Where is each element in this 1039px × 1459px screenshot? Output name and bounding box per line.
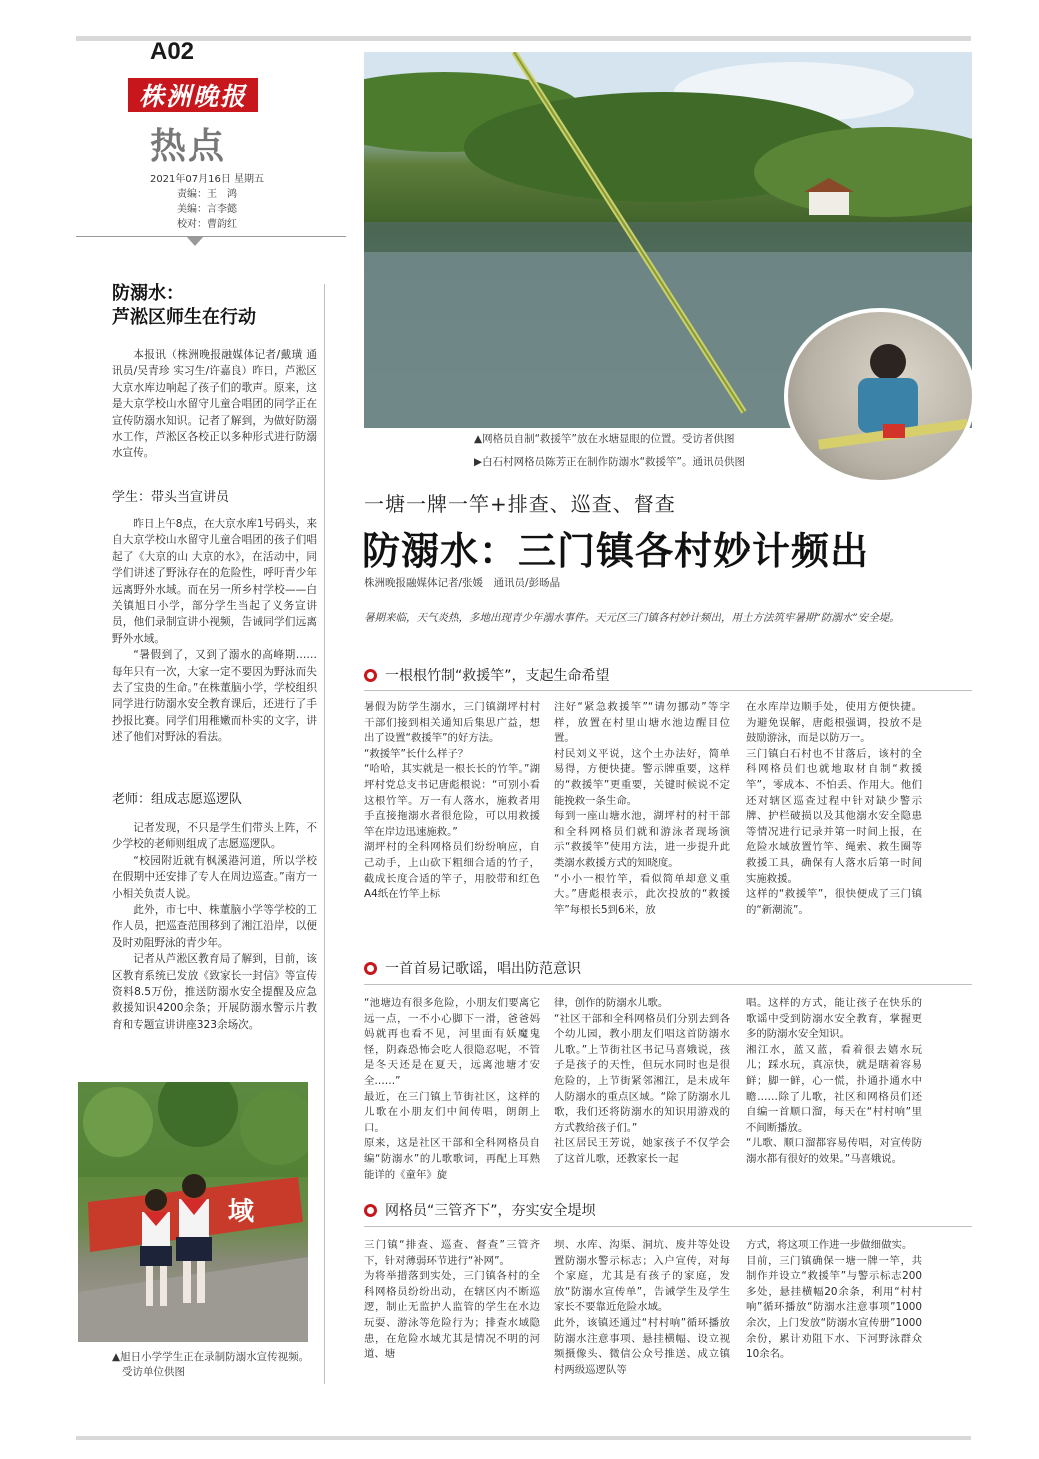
main-byline: 株洲晚报融媒体记者/张媛 通讯员/彭旸晶 [364, 577, 561, 589]
section1-col2: 注好“紧急救援竿”“请勿挪动”等字样，放置在村里山塘水池边醒目位置。 村民刘义平说，这个土办法好，简单易得，方便快捷。警示牌重要，这样的“救援竿”更重要，关键时候说不定能挽救一条生命。 每到一座山塘水池，湖坪村的村干部和全科网格员们就和游泳者现场演示“救援竿”使用方法，进一步提升此类溺水救援方式的知晓度。 “小小一根竹竿，看似简单却意义重大。”唐彪根表示，此次投放的“救援竿”每根长5到6米，放 [554, 701, 730, 916]
section2-title: 一首首易记歌谣，唱出防范意识 [385, 961, 581, 977]
left-paragraph: “校园附近就有枫溪港河道，所以学校在假期中还安排了专人在周边巡查。”南方一小相关负责人说。 [112, 854, 317, 900]
section-bullet-icon [364, 669, 377, 682]
masthead-triangle [186, 236, 204, 246]
section3-heading [364, 1200, 596, 1220]
left-subhead-teachers: 老师：组成志愿巡逻队 [112, 792, 243, 807]
section1-col1: 暑假为防学生溺水，三门镇湖坪村村干部们接到相关通知后集思广益，想出了设置“救援竿”的好方法。 “救援竿”长什么样子？ “哈哈，其实就是一根长长的竹竿。”湖坪村党总支书记唐彪根说：“可别小看这根竹竿。万一有人落水，施救者用手直接拖溺水者很危险，可以用救援竿在岸边迅速施救。” 湖坪村的全科网格员们纷纷响应，自己动手，上山砍下粗细合适的竹子，截成长度合适的竿子，用胶带和红色A4纸在竹竿上标 [364, 701, 540, 901]
section1-col3: 在水库岸边顺手处，使用方便快捷。为避免误解，唐彪根强调，投放不是鼓励游泳，而是以防万一。 三门镇白石村也不甘落后，该村的全科网格员们也就地取材自制“救援竿”，零成本、不怕丢、作用大。他们还对辖区巡查过程中针对缺少警示牌、护栏破损以及其他溺水安全隐患等情况进行记录并第一时间上报，在危险水域放置竹竿、绳索、救生圈等救援工具，确保有人落水后第一时间实施救援。 这样的“救援竿”，很快便成了三门镇的“新潮流”。 [746, 701, 922, 916]
newspaper-logo: 株洲晚报 [128, 78, 258, 112]
page-number: A02 [150, 38, 195, 65]
left-story-title-line2: 芦淞区师生在行动 [112, 307, 256, 328]
editor-credit: 责编：王 鸿 [177, 189, 237, 200]
pond-photo-caption: ▲网格员自制“救援竿”放在水塘显眼的位置。受访者供图 [474, 433, 735, 445]
left-paragraph: 记者发现，不只是学生们带头上阵，不少学校的老师则组成了志愿巡逻队。 [112, 822, 317, 851]
main-headline: 防溺水：三门镇各村妙计频出 [362, 529, 870, 573]
left-paragraph: 昨日上午8点，在大京水库1号码头，来自大京学校山水留守儿童合唱团的孩子们唱起了《大京的山 大京的水》，在活动中，同学们讲述了野泳存在的危险性，呼吁青少年远离野外水域。而在另一所乡村学校——白关镇旭日小学，部分学生当起了义务宣讲员，他们录制宣讲小视频，告诫同学们远离野外水域。 [112, 518, 317, 645]
left-subhead-students: 学生：带头当宣讲员 [112, 490, 230, 505]
main-lead: 暑期来临，天气炎热，多地出现青少年溺水事件。天元区三门镇各村妙计频出，用土方法筑牢暑期“防溺水”安全堤。 [364, 612, 900, 624]
section3-col3: 方式，将这项工作进一步做细做实。 目前，三门镇确保一塘一牌一竿，共制作并设立“救援竿”与警示标志200多处，悬挂横幅20余条，利用“村村响”循环播放“防溺水注意事项”1000余次，上门发放“防溺水宣传册”1000余份，累计劝阻下水、下河野泳群众10余名。 [746, 1239, 922, 1361]
section2-col3: 唱。这样的方式，能让孩子在快乐的歌谣中受到防溺水安全教育，掌握更多的防溺水安全知识。 湘江水，蓝又蓝，看着很去嬉水玩儿；踩水玩，真凉快，就是瞎着容易鲜；脚一鲜，心一慌，扑通扑通水中瞻……除了儿歌，社区和网格员们还自编一首顺口溜，每天在“村村响”里不间断播放。 “儿歌、顺口溜都容易传唱，对宣传防溺水都有很好的效果。”马喜娥说。 [746, 997, 922, 1165]
masthead-underline [76, 236, 346, 237]
inset-photo-art [788, 312, 972, 480]
section1-underline [364, 690, 972, 691]
section-bullet-icon [364, 962, 377, 975]
section3-underline [364, 1226, 972, 1227]
headline-kicker: 一塘一牌一竿+排查、巡查、督查 [364, 492, 676, 516]
left-story-intro [112, 347, 317, 462]
section1-title: 一根根竹制“救援竿”，支起生命希望 [385, 668, 610, 684]
left-story-title [112, 282, 322, 330]
bottom-rule [76, 1436, 971, 1440]
left-paragraph: 记者从芦淞区教育局了解到，目前，该区教育系统已发放《致家长一封信》等宣传资料8.5万份，推送防溺水安全提醒及应急救援知识4200余条；开展防溺水警示片教育和专题宣讲讲座323余场次。 [112, 953, 317, 1031]
left-paragraph: 此外，市七中、株董脑小学等学校的工作人员，把巡查范围移到了湘江沿岸，以便及时劝阻野泳的青少年。 [112, 904, 317, 949]
banner-glyph: 域 [228, 1197, 255, 1227]
students-photo [78, 1082, 308, 1342]
inset-photo-caption: ▶白石村网格员陈芳正在制作防溺水“救援竿”。通讯员供图 [474, 456, 745, 468]
students-photo-art [78, 1082, 308, 1342]
left-paragraph: “暑假到了，又到了溺水的高峰期……每年只有一次，大家一定不要因为野泳而失去了宝贵的生命。”在株董脑小学，学校组织同学进行防溺水安全教育课后，还进行了手抄报比赛。同学们用稚嫩而朴实的文字，讲述了他们对野泳的看法。 [112, 649, 317, 744]
left-column-divider [324, 284, 325, 1384]
students-photo-caption [112, 1350, 312, 1380]
section2-underline [364, 984, 972, 985]
left-intro-paragraph: 本报讯（株洲晚报融媒体记者/戴璜 通讯员/吴青珍 实习生/许嘉良）昨日，芦淞区大京水库边响起了孩子们的歌声。原来，这是大京学校山水留守儿童合唱团的同学正在宣传防溺水知识。记者了解到，为做好防溺水工作，芦淞区各校正以多种形式进行防溺水宣传。 [112, 349, 317, 460]
inset-photo [784, 308, 976, 484]
issue-meta [132, 172, 282, 232]
students-caption-credit: 受访单位供图 [122, 1366, 185, 1378]
students-caption-text: ▲旭日小学学生正在录制防溺水宣传视频。 [112, 1351, 310, 1363]
left-story-title-line1: 防溺水： [112, 283, 184, 304]
left-story-body-1 [112, 516, 317, 746]
section3-col2: 坝、水库、沟渠、洞坑、废井等处设置防溺水警示标志；入户宣传，对每个家庭，尤其是有孩子的家庭，发放“防溺水宣传单”，告诫学生及学生家长不要靠近危险水域。 此外，该镇还通过“村村响”循环播放防溺水注意事项、悬挂横幅、设立视频摄像头、微信公众号推送、成立镇村两级巡逻队等 [554, 1239, 730, 1376]
section3-title: 网格员“三管齐下”，夯实安全堤坝 [385, 1203, 596, 1219]
section-bullet-icon [364, 1204, 377, 1217]
section2-col1: “池塘边有很多危险，小朋友们要离它远一点，一不小心脚下一滑，爸爸妈妈就再也看不见，河里面有妖魔鬼怪，阴森恐怖会吃人很隐忍呢，不管是冬天还是在夏天，远离池塘才安全……” 最近，在三门镇上节街社区，这样的儿歌在小朋友们中间传唱，朗朗上口。 原来，这是社区干部和全科网格员自编“防溺水”的儿歌歌词，再配上耳熟能详的《童年》旋 [364, 997, 540, 1181]
designer-credit: 美编：言李懿 [177, 204, 237, 215]
section1-heading [364, 665, 610, 685]
top-rule [76, 36, 971, 41]
section-title: 热点 [150, 125, 227, 167]
proofreader-credit: 校对：曹韵红 [177, 219, 237, 230]
left-story-body-2 [112, 820, 317, 1033]
section3-col1: 三门镇“排查、巡查、督查”三管齐下，针对薄弱环节进行“补网”。 为将举措落到实处，三门镇各村的全科网格员纷纷出动，在辖区内不断巡逻，制止无监护人监管的学生在水边玩耍、游泳等危险行为；排查水域隐患，在危险水域尤其是情况不明的河道、塘 [364, 1239, 540, 1361]
section2-col2: 律，创作的防溺水儿歌。 “社区干部和全科网格员们分别去到各个幼儿园，教小朋友们唱这首防溺水儿歌。”上节街社区书记马喜娥说，孩子是孩子的天性，但玩水同时也是很危险的，上节街紧邻湘江，是未成年人防溺水的重点区域。“除了防溺水儿歌，我们还将防溺水的知识用游戏的方式教给孩子们。” 社区居民王芳说，她家孩子不仅学会了这首儿歌，还教家长一起 [554, 997, 730, 1165]
issue-date: 2021年07月16日 星期五 [149, 174, 265, 185]
section2-heading [364, 958, 581, 978]
